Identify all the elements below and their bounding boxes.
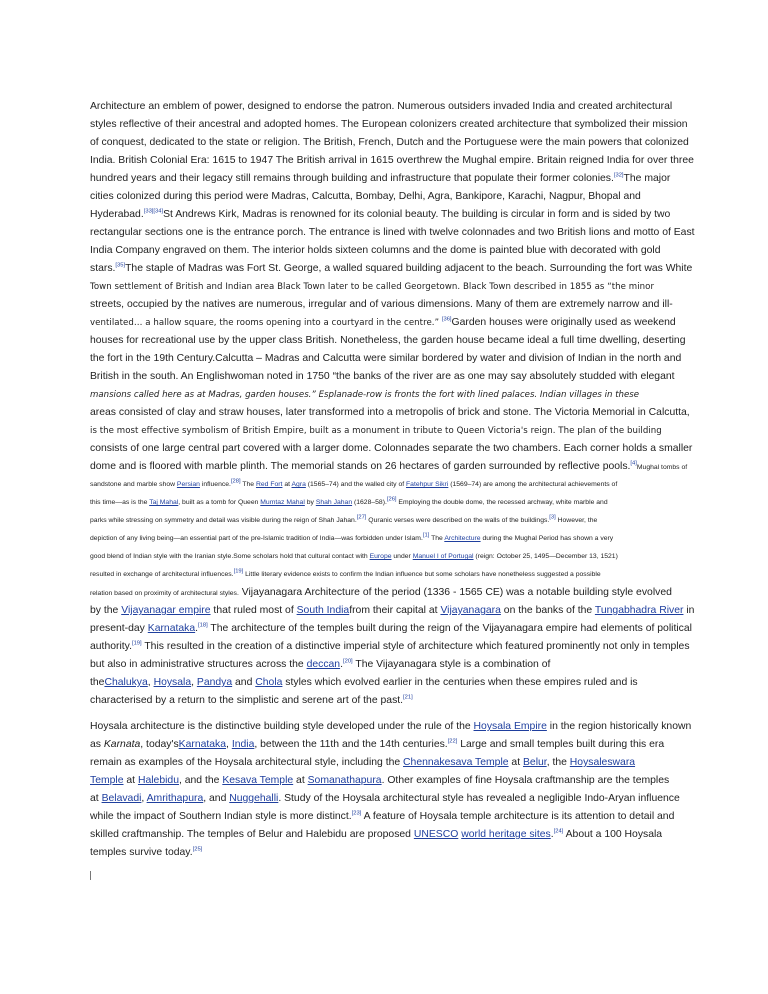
- link-taj-mahal[interactable]: Taj Mahal: [149, 499, 179, 506]
- text: British in the south. An Englishwoman noted in 1750 “the banks of the river are as one may say absolutely studded with elegant: [90, 371, 675, 382]
- citation-link[interactable]: [36]: [441, 316, 452, 323]
- text-line: [90, 458, 688, 476]
- text-line: [90, 844, 678, 862]
- text-line: [90, 790, 678, 808]
- text: dome and is floored with marble plinth. The memorial stands on 26 hectares of garden surrounded by reflective pools.: [90, 461, 631, 472]
- text: hundred years and their legacy still remains through building and infrastructure that populate their former colonies.: [90, 173, 614, 184]
- link-chola[interactable]: Chola: [255, 677, 283, 688]
- text-line: [90, 620, 692, 638]
- text: present-day: [90, 623, 148, 634]
- link-chennakesava-temple[interactable]: Chennakesava Temple: [403, 757, 509, 768]
- link-halebidu[interactable]: Halebidu: [137, 775, 179, 786]
- text-line: [90, 674, 678, 692]
- link-persian[interactable]: Persian: [176, 481, 200, 488]
- text-line: [90, 656, 678, 674]
- link-deccan[interactable]: deccan: [306, 659, 341, 670]
- text: , between the 11th and the 14th centuries.: [254, 739, 448, 750]
- text: as: [90, 739, 104, 750]
- text-italic: Karnata: [103, 739, 141, 750]
- text: this time—as is the: [90, 499, 150, 506]
- text: styles which evolved earlier in the centuries when these empires ruled and is: [282, 677, 638, 688]
- text-line: [90, 422, 678, 440]
- link-hoysaleswara-temple[interactable]: Temple: [90, 775, 124, 786]
- text: is the most effective symbolism of British Empire, built as a monument in tribute to Queen Victoria's reign. The plan of the building: [90, 426, 662, 436]
- citation-link[interactable]: [33][34]: [143, 208, 164, 215]
- text: stars.: [90, 263, 116, 274]
- citation-link[interactable]: [4]: [630, 460, 637, 467]
- text: authority.: [90, 641, 132, 652]
- citation-link[interactable]: [23]: [351, 810, 362, 817]
- text: of conquest, dedicated to the state or religion. The British, French, Dutch and the Portuguese were the main powers that colonized: [90, 137, 689, 148]
- text: Large and small temples built during this era: [457, 739, 665, 750]
- text: . Study of the Hoysala architectural style has revealed a negligible Indo-Aryan influence: [278, 793, 680, 804]
- text: from their capital at: [349, 605, 441, 616]
- text: the: [90, 677, 105, 688]
- link-belavadi[interactable]: Belavadi: [101, 793, 142, 804]
- text: ,: [226, 739, 232, 750]
- text-line: [90, 242, 678, 260]
- text: Vijayanagara Architecture of the period (1336 - 1565 CE) was a notable building style evolved: [238, 587, 672, 598]
- link-hoysaleswara-temple[interactable]: Hoysaleswara: [569, 757, 636, 768]
- text: The staple of Madras was Fort St. George, a walled squared building adjacent to the beach. Surrounding the fort was White: [125, 263, 693, 274]
- text: at: [293, 775, 308, 786]
- text-line: [90, 98, 678, 116]
- text: ventilated… a hallow square, the rooms opening into a courtyard in the centre.”: [90, 318, 442, 328]
- citation-link[interactable]: [3]: [549, 514, 556, 521]
- text: Garden houses were originally used as weekend: [451, 317, 676, 328]
- text-line: [90, 224, 695, 242]
- text-line: [90, 116, 688, 134]
- text: Little literary evidence exists to confirm the Indian influence but some scholars have nonetheless suggested a possible: [243, 571, 601, 578]
- text-line: [90, 808, 678, 826]
- text-line: [90, 188, 678, 206]
- text-line: [90, 170, 678, 188]
- citation-link[interactable]: [24]: [553, 828, 564, 835]
- text: , the: [546, 757, 570, 768]
- citation-link[interactable]: [1]: [422, 532, 430, 539]
- text-line: [90, 602, 695, 620]
- text-line: [90, 332, 686, 350]
- link-belur[interactable]: Belur: [523, 757, 547, 768]
- citation-link[interactable]: [18]: [198, 622, 208, 629]
- text: . Other examples of fine Hoysala craftmanship are the temples: [381, 775, 670, 786]
- text: in the region historically known: [546, 721, 692, 732]
- link-nuggehalli[interactable]: Nuggehalli: [229, 793, 279, 804]
- text: Town settlement of British and Indian area Black Town later to be called Georgetown. Black Town described in 1855 as “the minor: [90, 282, 655, 292]
- text: parks while stressing on symmetry and detail was visible during the reign of Shah Jahan.: [90, 517, 357, 524]
- text: while the impact of Southern Indian style is more distinct.: [90, 811, 352, 822]
- text-line: [90, 826, 678, 844]
- text: temples survive today.: [90, 847, 193, 858]
- citation-link[interactable]: [35]: [115, 262, 126, 269]
- text: during the Mughal Period has shown a very: [480, 535, 614, 542]
- text: at: [508, 757, 523, 768]
- text-line: [90, 206, 678, 224]
- text: good blend of Indian style with the Iranian style.Some scholars hold that cultural contact with: [90, 553, 370, 560]
- text: India Company engraved on them. The interior holds sixteen columns and the dome is painted blue with decorated with gold: [90, 245, 661, 256]
- citation-link[interactable]: [21]: [403, 694, 413, 701]
- text: mansions called here as at Madras, garden houses.” Esplanade-row is fronts the fort with lined palaces. Indian villages in these: [90, 390, 640, 400]
- text: skilled craftmanship. The temples of Belur and Halebidu are proposed: [90, 829, 414, 840]
- text: at: [123, 775, 138, 786]
- text-line: [90, 512, 678, 530]
- text-line: [90, 566, 678, 584]
- text: , today's: [140, 739, 179, 750]
- text: (reign: October 25, 1495—December 13, 1521): [473, 553, 618, 560]
- text: This resulted in the creation of a distinctive imperial style of architecture which featured prominently not only in temples: [141, 641, 690, 652]
- link-unesco[interactable]: UNESCO: [413, 829, 459, 840]
- text: The major: [623, 173, 671, 184]
- text: , and the: [178, 775, 223, 786]
- text: .: [195, 623, 199, 634]
- link-vijayanagar-empire[interactable]: Vijayanagar empire: [121, 605, 211, 616]
- link-architecture[interactable]: Architecture: [444, 535, 481, 542]
- text: A feature of Hoysala temple architecture is its attention to detail and: [361, 811, 675, 822]
- text: cities colonized during this period were Madras, Calcutta, Bombay, Delhi, Agra, Bankipore, Karachi, Nagpur, Bhopal and: [90, 191, 641, 202]
- text: that ruled most of: [210, 605, 297, 616]
- text: areas consisted of clay and straw houses, later transformed into a metropolis of brick and stone. The Victoria Memorial in Calcutta,: [90, 407, 690, 418]
- text: but also in administrative structures across the: [90, 659, 307, 670]
- text: remain as examples of the Hoysala architectural style, including the: [90, 757, 404, 768]
- text: Mughal tombs of: [636, 464, 688, 471]
- text-line: [90, 548, 678, 566]
- citation-link[interactable]: [32]: [613, 172, 624, 179]
- text-line: [90, 260, 693, 278]
- text: characterised by a return to the simplistic and serene art of the past.: [90, 695, 404, 706]
- text-line: [90, 584, 678, 602]
- link-kesava-temple[interactable]: Kesava Temple: [222, 775, 294, 786]
- text: , built as a tomb for Queen: [178, 499, 261, 506]
- text: The Vijayanagara style is a combination of: [352, 659, 551, 670]
- text-line: [90, 754, 678, 772]
- link-shah-jahan[interactable]: Shah Jahan: [315, 499, 353, 506]
- text: ,: [141, 793, 147, 804]
- text: relation based on proximity of architectural styles.: [90, 590, 239, 597]
- text: streets, occupied by the natives are numerous, irregular and of various dimensions. Many of them are extremely narrow and ill-: [90, 299, 673, 310]
- link-agra[interactable]: Agra: [291, 481, 306, 488]
- text: (1628–58).: [352, 499, 387, 506]
- text: Quranic verses were described on the walls of the buildings.: [366, 517, 550, 524]
- link-india[interactable]: India: [231, 739, 255, 750]
- text: by: [304, 499, 316, 506]
- text: by the: [90, 605, 122, 616]
- text: ,: [147, 677, 154, 688]
- citation-link[interactable]: [25]: [192, 846, 203, 853]
- text: The: [429, 535, 445, 542]
- text: the fort in the 19th Century.Calcutta – Madras and Calcutta were similar bordered by water and division of Indian in the north and: [90, 353, 682, 364]
- text-line: [90, 772, 678, 790]
- text: The architecture of the temples built during the reign of the Vijayanagara empire had elements of political: [207, 623, 692, 634]
- text: , and: [203, 793, 230, 804]
- citation-link[interactable]: [22]: [447, 738, 458, 745]
- text: .: [340, 659, 343, 670]
- text-line: [90, 494, 678, 512]
- text: Architecture an emblem of power, designed to endorse the patron. Numerous outsiders invaded India and created architectural: [90, 101, 673, 112]
- document-body: [90, 98, 695, 870]
- text: consists of one large central part covered with a larger dome. Colonnades separate the two chambers. Each corner holds a smaller: [90, 443, 693, 454]
- text-line: [90, 530, 678, 548]
- text-line: [90, 638, 690, 656]
- citation-link[interactable]: [19]: [131, 640, 142, 647]
- text-line: [90, 134, 689, 152]
- text: under: [391, 553, 413, 560]
- text: sandstone and marble show: [90, 481, 177, 488]
- link-europe[interactable]: Europe: [369, 553, 392, 560]
- text-line: [90, 314, 678, 332]
- link-mumtaz-mahal[interactable]: Mumtaz Mahal: [260, 499, 305, 506]
- paragraph-hoysala-architecture: [90, 718, 692, 862]
- text: depiction of any living being—an essential part of the pre-Islamic tradition of India—was forbidden under Islam.: [90, 535, 423, 542]
- text: India. British Colonial Era: 1615 to 1947 The British arrival in 1615 overthrew the Mughal empire. Britain reigned India for over three: [90, 155, 694, 166]
- link-amrithapura[interactable]: Amrithapura: [146, 793, 204, 804]
- text-cursor[interactable]: [90, 871, 91, 880]
- link-karnataka[interactable]: Karnataka: [147, 623, 196, 634]
- text-line: [90, 476, 678, 494]
- text-line: [90, 350, 682, 368]
- link-chalukya[interactable]: Chalukya: [104, 677, 148, 688]
- text: and: [232, 677, 256, 688]
- text: in: [683, 605, 695, 616]
- link-vijayanagara[interactable]: Vijayanagara: [440, 605, 501, 616]
- text: Hoysala architecture is the distinctive building style developed under the rule of the: [90, 721, 474, 732]
- link-somanathapura[interactable]: Somanathapura: [307, 775, 382, 786]
- text-line: [90, 278, 678, 296]
- text-line: [90, 692, 678, 710]
- link-tungabhadra-river[interactable]: Tungabhadra River: [594, 605, 684, 616]
- link-hoysala[interactable]: Hoysala: [153, 677, 192, 688]
- text: rectangular sections one is the entrance porch. The entrance is lined with twelve colonnades and two British lions and motto of East: [90, 227, 695, 238]
- citation-link[interactable]: [27]: [356, 514, 367, 521]
- text: Hyderabad.: [90, 209, 144, 220]
- paragraph-colonial-architecture: [90, 98, 695, 710]
- citation-link[interactable]: [20]: [342, 658, 353, 665]
- text-line: [90, 368, 678, 386]
- text: However, the: [555, 517, 598, 524]
- text-line: [90, 296, 678, 314]
- text-line: [90, 152, 694, 170]
- link-south-india[interactable]: South India: [296, 605, 350, 616]
- text: The: [240, 481, 256, 488]
- text-line: [90, 404, 690, 422]
- text: ,: [191, 677, 197, 688]
- text: styles reflective of their ancestral and adopted homes. The European colonizers created architecture that symbolized their mission: [90, 119, 688, 130]
- text: (1569–74) are among the architectural achievements of: [448, 481, 618, 488]
- citation-link[interactable]: [28]: [230, 478, 241, 485]
- link-pandya[interactable]: Pandya: [196, 677, 233, 688]
- text: St Andrews Kirk, Madras is renowned for its colonial beauty. The building is circular in form and is sided by two: [163, 209, 671, 220]
- text: .: [550, 829, 554, 840]
- text: resulted in exchange of architectural influences.: [90, 571, 234, 578]
- link-hoysala-empire[interactable]: Hoysala Empire: [473, 721, 547, 732]
- text-line: [90, 440, 693, 458]
- text-line: [90, 736, 678, 754]
- link-world-heritage-sites[interactable]: world heritage sites: [461, 829, 551, 840]
- text-line: [90, 718, 692, 736]
- link-karnataka[interactable]: Karnataka: [178, 739, 227, 750]
- text: Employing the double dome, the recessed archway, white marble and: [396, 499, 608, 506]
- citation-link[interactable]: [26]: [386, 496, 397, 503]
- citation-link[interactable]: [19]: [233, 568, 244, 575]
- text: houses for recreational use by the upper class British. Nonetheless, the garden house became ideal a full time dwelling, deserting: [90, 335, 686, 346]
- text: at: [282, 481, 292, 488]
- text: influence.: [199, 481, 231, 488]
- text-line: [90, 386, 678, 404]
- text: at: [90, 793, 102, 804]
- text: (1565–74) and the walled city of: [305, 481, 407, 488]
- link-red-fort[interactable]: Red Fort: [255, 481, 283, 488]
- text: About a 100 Hoysala: [563, 829, 663, 840]
- link-manuel-i-of-portugal[interactable]: Manuel I of Portugal: [412, 553, 474, 560]
- text: on the banks of the: [500, 605, 595, 616]
- link-fatehpur-sikri[interactable]: Fatehpur Sikri: [406, 481, 449, 488]
